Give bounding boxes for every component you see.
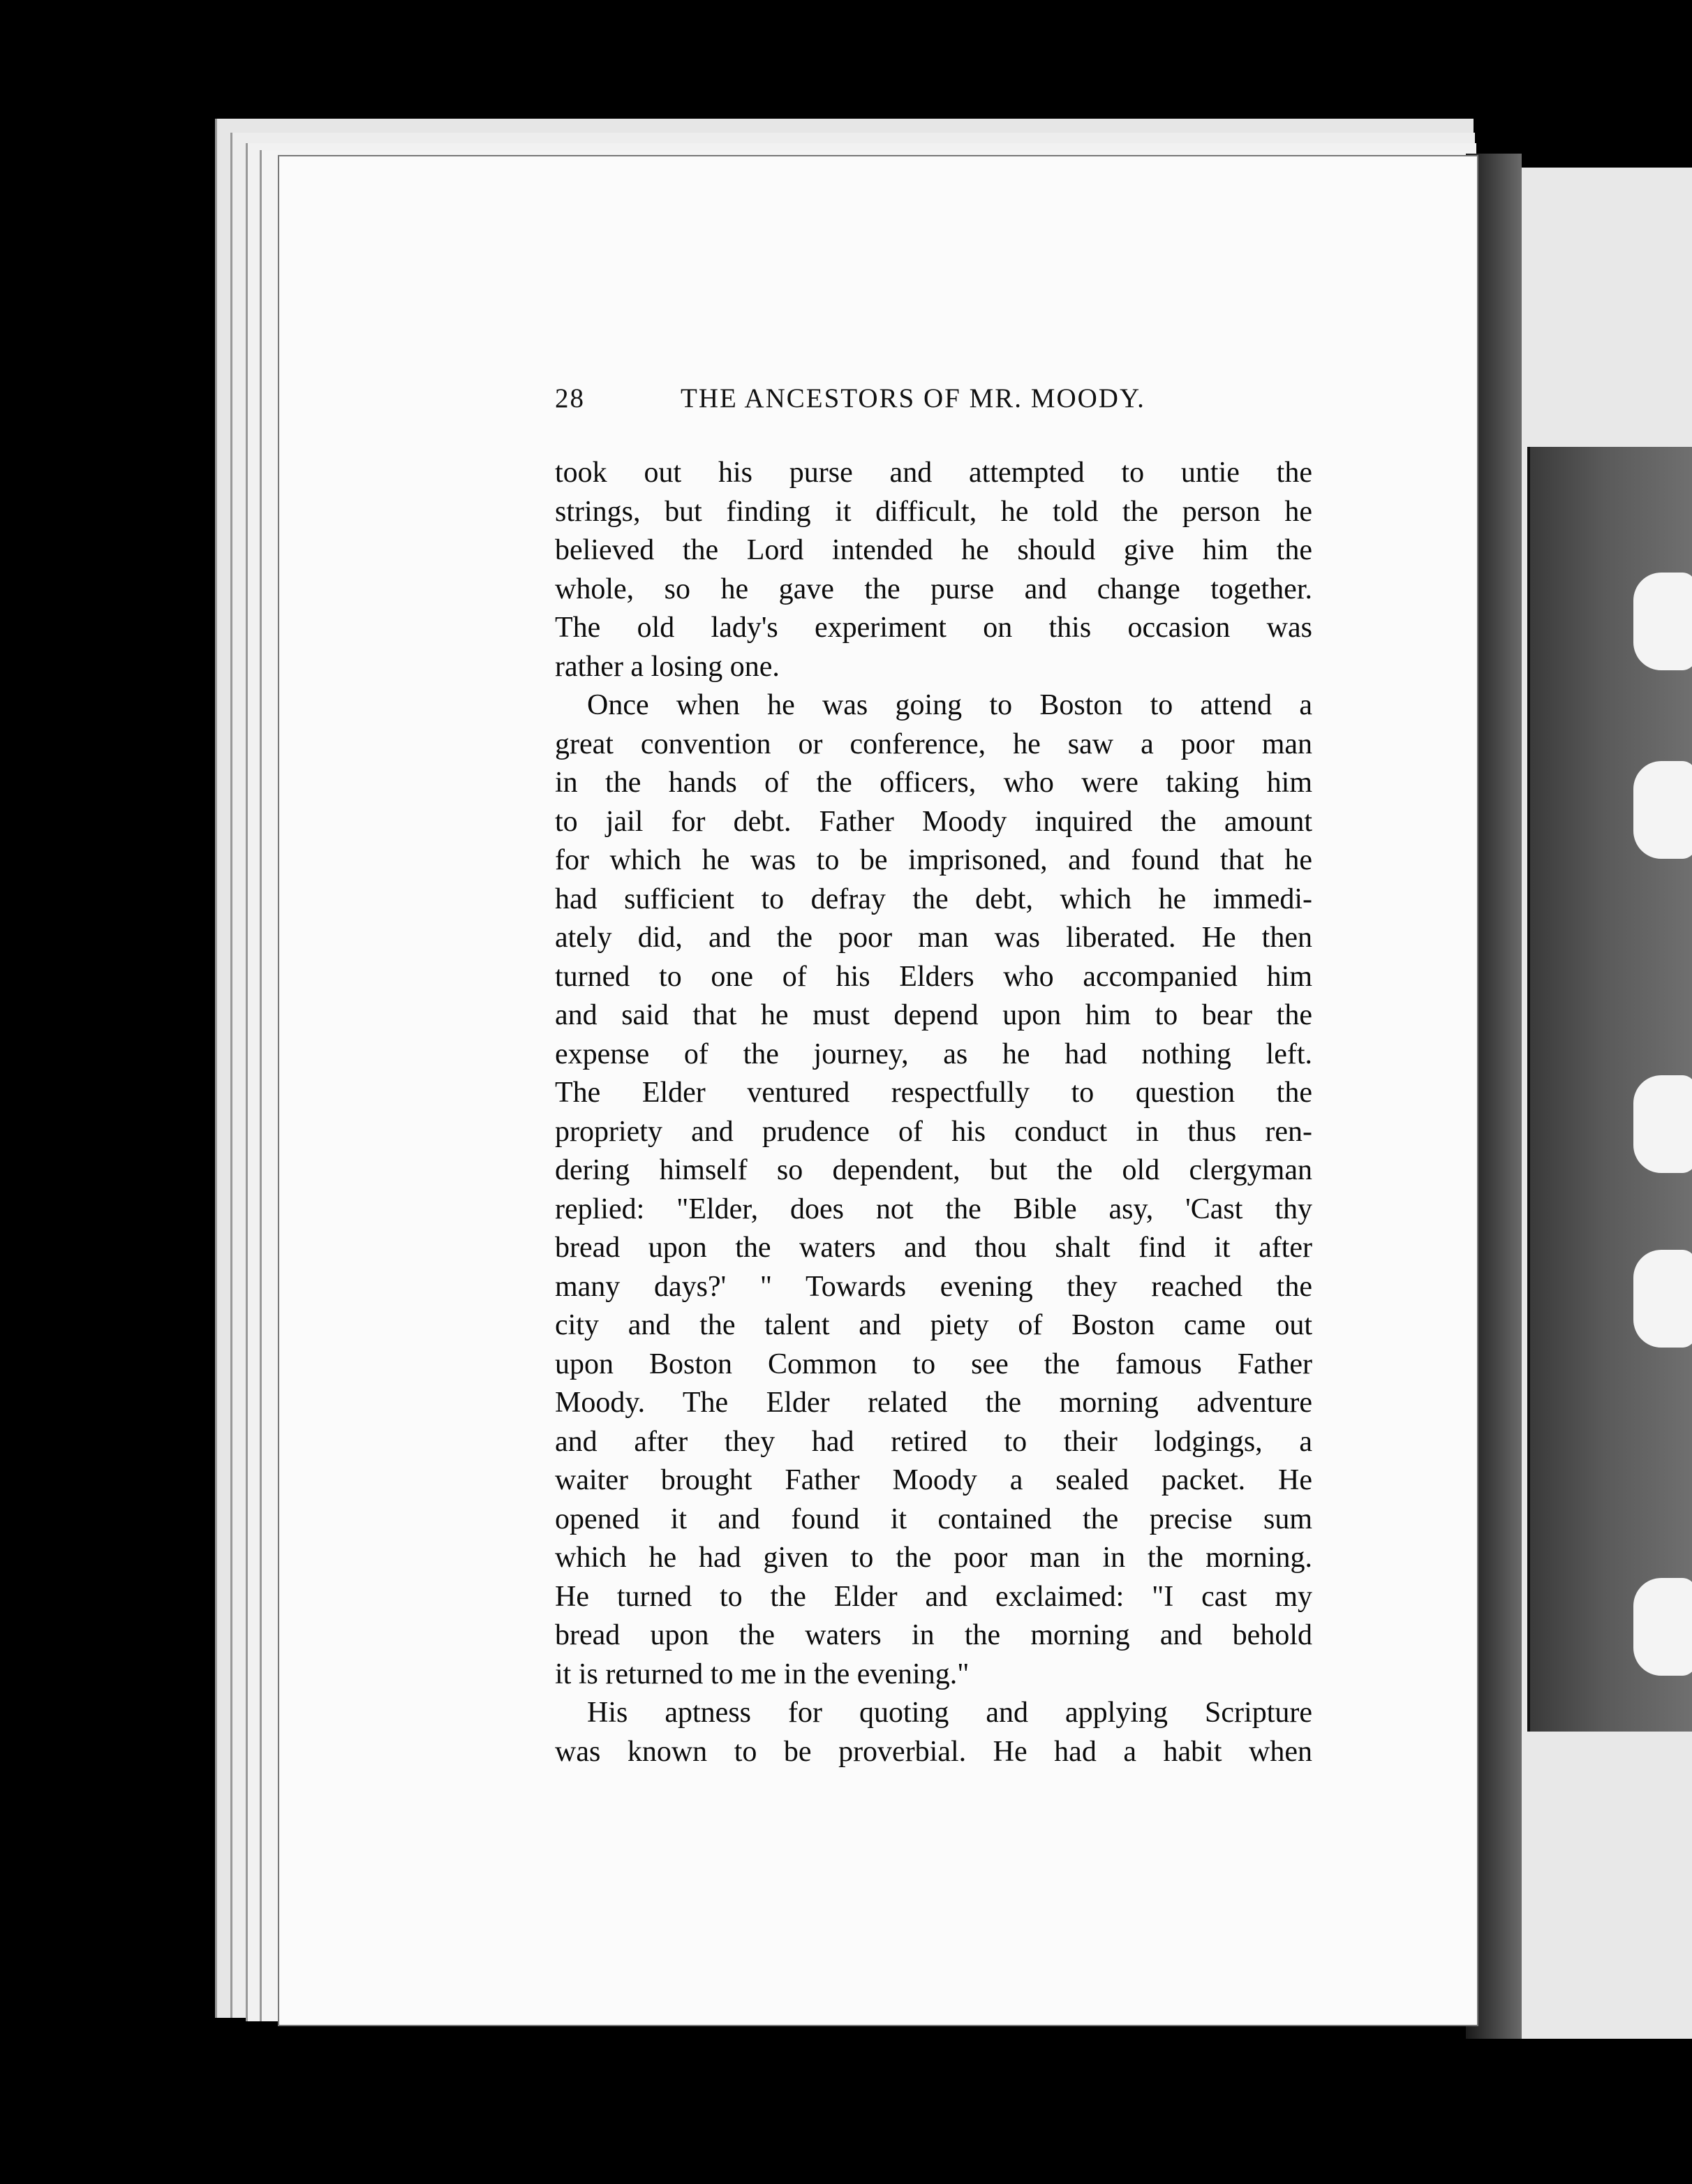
page-header: [555, 383, 1309, 425]
text-line: and after they had retired to their lodgings, a: [555, 1425, 1312, 1458]
text-line: believed the Lord intended he should give him the: [555, 534, 1312, 566]
running-head: THE ANCESTORS OF MR. MOODY.: [681, 383, 1145, 413]
text-line: rather a losing one.: [555, 650, 780, 683]
text-line: propriety and prudence of his conduct in thus ren-: [555, 1115, 1312, 1148]
text-line: waiter brought Father Moody a sealed packet. He: [555, 1464, 1312, 1496]
text-line: was known to be proverbial. He had a habit when: [555, 1735, 1312, 1768]
text-line: city and the talent and piety of Boston came out: [555, 1309, 1312, 1341]
text-line: The old lady's experiment on this occasion was: [555, 612, 1312, 644]
plate-mark: [1633, 761, 1692, 859]
text-line: great convention or conference, he saw a poor man: [555, 728, 1312, 760]
text-line: turned to one of his Elders who accompanied him: [555, 960, 1312, 993]
text-line: to jail for debt. Father Moody inquired the amount: [555, 805, 1312, 838]
text-line: Moody. The Elder related the morning adventure: [555, 1387, 1312, 1419]
plate-mark: [1633, 1578, 1692, 1676]
text-line: had sufficient to defray the debt, which he immedi-: [555, 883, 1312, 915]
text-line: bread upon the waters and thou shalt find it after: [555, 1232, 1312, 1264]
text-line: bread upon the waters in the morning and behold: [555, 1619, 1312, 1651]
plate-mark: [1633, 573, 1692, 670]
text-line: which he had given to the poor man in the morning.: [555, 1542, 1312, 1574]
text-line: His aptness for quoting and applying Scripture: [587, 1697, 1312, 1729]
text-line: upon Boston Common to see the famous Father: [555, 1348, 1312, 1380]
text-line: ately did, and the poor man was liberated. He then: [555, 922, 1312, 954]
text-line: in the hands of the officers, who were taking him: [555, 767, 1312, 799]
page-number: 28: [555, 383, 585, 413]
text-line: replied: "Elder, does not the Bible asy, 'Cast thy: [555, 1193, 1312, 1225]
plate-mark: [1633, 1075, 1692, 1173]
text-line: The Elder ventured respectfully to question the: [555, 1077, 1312, 1109]
text-line: expense of the journey, as he had nothing left.: [555, 1038, 1312, 1070]
plate-mark: [1633, 1250, 1692, 1348]
text-line: took out his purse and attempted to untie the: [555, 457, 1312, 489]
text-line: dering himself so dependent, but the old clergyman: [555, 1154, 1312, 1186]
text-line: strings, but finding it difficult, he told the person he: [555, 495, 1312, 528]
text-line: He turned to the Elder and exclaimed: "I cast my: [555, 1580, 1312, 1613]
text-line: opened it and found it contained the precise sum: [555, 1503, 1312, 1535]
text-line: Once when he was going to Boston to attend a: [587, 689, 1312, 721]
text-line: for which he was to be imprisoned, and found that he: [555, 844, 1312, 876]
text-line: many days?' " Towards evening they reached the: [555, 1270, 1312, 1303]
text-line: it is returned to me in the evening.": [555, 1658, 970, 1690]
text-line: whole, so he gave the purse and change together.: [555, 573, 1312, 605]
body-text: [555, 454, 1312, 1771]
text-line: and said that he must depend upon him to bear the: [555, 999, 1312, 1031]
